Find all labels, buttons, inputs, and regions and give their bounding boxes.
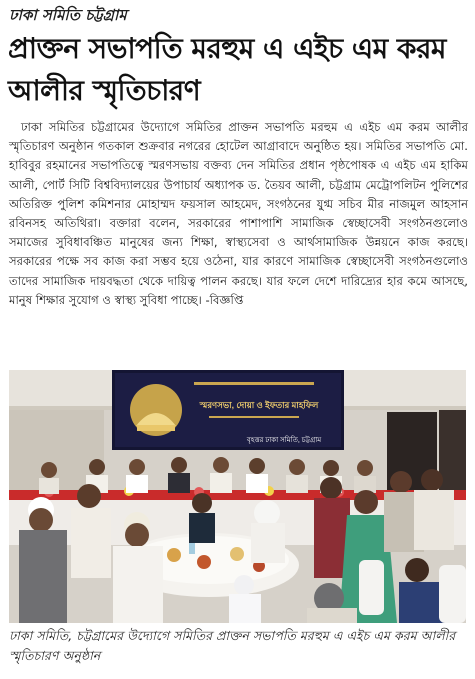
section-label: ঢাকা সমিতি চট্টগ্রাম [9, 6, 127, 24]
banner-title: স্মরণসভা, দোয়া ও ইফতার মাহফিল [199, 400, 319, 410]
article-body: ঢাকা সমিতির চট্টগ্রামের উদ্যোগে সমিতির প্রাক্তন সভাপতি মরহুম এ এইচ এম করম আলীর স্মৃতিচারণ অনুষ্ঠান গতকাল শুক্রবার নগরের হোটেল আগ্রাবাদে অনুষ্ঠিত হয়। সমিতির সভাপতি মো. হাবিবুর রহমানের সভাপতিত্বে স্মরণসভায় বক্তব্য দেন সমিতির প্রধান পৃষ্ঠপোষক এ এইচ এম হাকিম আলী, পোর্ট সিটি বিশ্ববিদ্যালয়ের উপাচার্য অধ্যাপক ড. তৈয়ব আলী, চট্টগ্রাম মেট্রোপলিটন পুলিশের অতিরিক্ত পুলিশ কমিশনার মোহাম্মদ ফয়সাল আহমেদ, সংগঠনের যুগ্ম সচিব মীর নাজমুল আহসান রবিনসহ অতিথিরা। বক্তারা বলেন, সরকারের পাশাপাশি সামাজিক স্বেচ্ছাসেবী সংগঠনগুলোও সমাজের সুবিধাবঞ্চিত মানুষের জন্য শিক্ষা, স্বাস্থ্যসেবা ও আর্থসামাজিক উন্নয়নে কাজ করছে। সরকারের পক্ষে সব কাজ করা সম্ভব হয়ে ওঠেনা, যার কারণে সামাজিক স্বেচ্ছাসেবী সংগঠনগুলোও তাদের সামাজিক দায়বদ্ধতা থেকে দায়িত্ব পালন করছে। যার ফলে দেশে দারিদ্র্যের হার কমে আসছে, মানুষ শিক্ষার সুযোগ ও স্বাস্থ্য সুবিধা পাচ্ছে। -বিজ্ঞপ্তি [9, 120, 468, 307]
event-photo [9, 370, 466, 623]
headline: প্রাক্তন সভাপতি মরহুম এ এইচ এম করম আলীর স্মৃতিচারণ [8, 32, 446, 107]
stage-banner [112, 370, 344, 450]
photo-caption: ঢাকা সমিতি, চট্টগ্রামের উদ্যোগে সমিতির প্রাক্তন সভাপতি মরহুম এ এইচ এম করম আলীর স্মৃতিচারণ অনুষ্ঠান [9, 628, 456, 663]
banner-org: বৃহত্তর ঢাকা সমিতি, চট্টগ্রাম [246, 437, 322, 444]
